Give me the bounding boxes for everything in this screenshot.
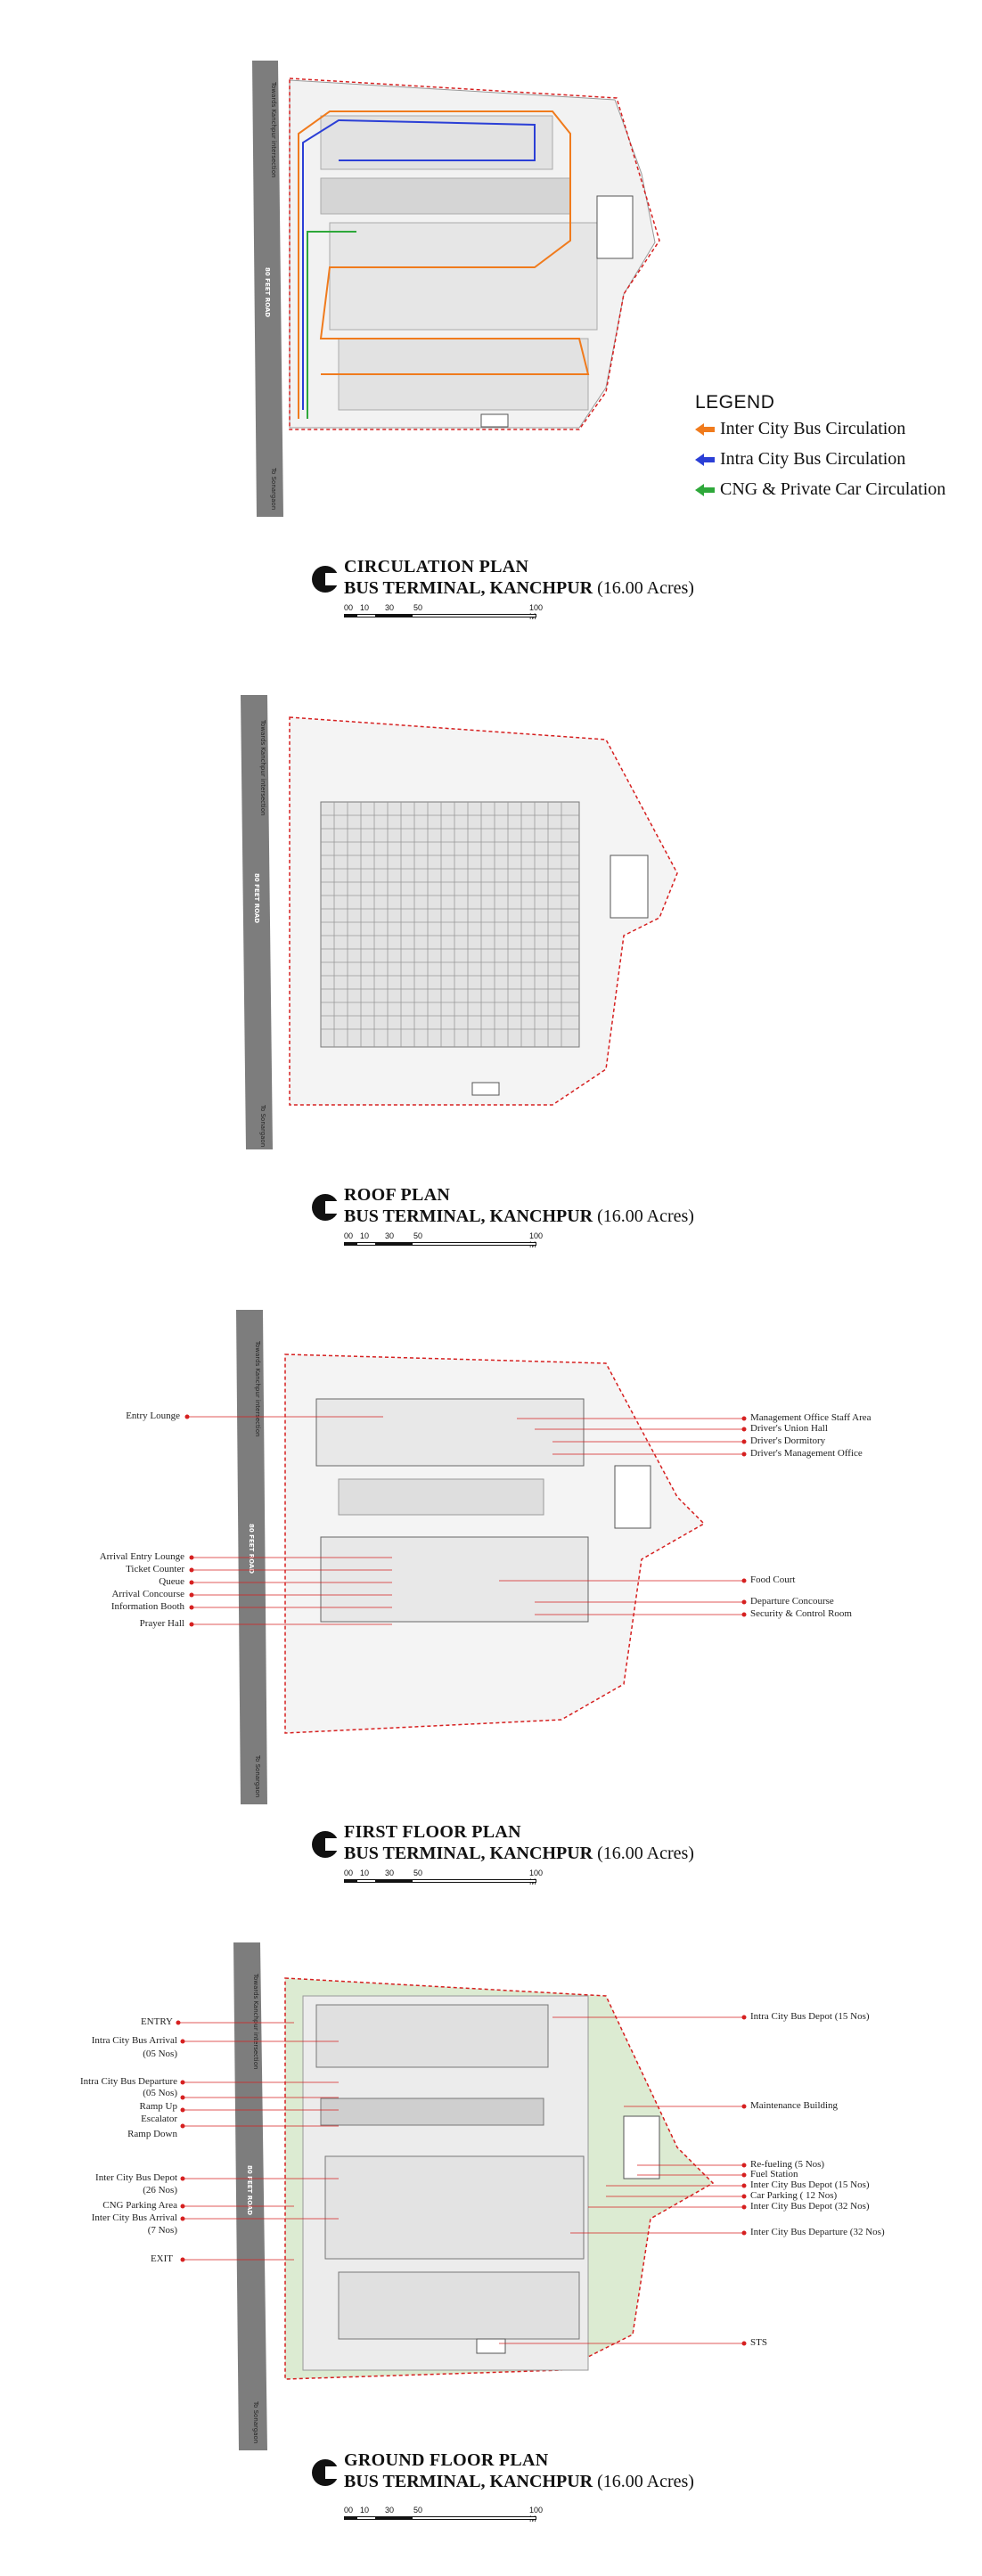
callout-fuel-station: Fuel Station	[750, 2169, 798, 2179]
first-floor-plan-sheet	[0, 1265, 982, 1907]
callout-inter-city-bus-arrival: Inter City Bus Arrival	[91, 2212, 177, 2223]
scale-bar: 00 10 30 50 100	[344, 1869, 540, 1890]
roof-plan-sheet	[0, 642, 982, 1265]
callout-maintenance-building: Maintenance Building	[750, 2100, 839, 2111]
road-north-note: Towards Kanchpur intersection	[270, 82, 277, 178]
callout-ramp-up: Ramp Up	[139, 2101, 177, 2112]
callout-entry: ENTRY	[140, 2016, 173, 2027]
callout-inter-city-bus-depot-32: Inter City Bus Depot (32 Nos)	[750, 2201, 870, 2212]
callout-arrival-concourse: Arrival Concourse	[111, 1589, 184, 1599]
road-south-note: To Sonargaon	[252, 2401, 259, 2444]
callout-intra-city-bus-departure-count: (05 Nos)	[143, 2088, 177, 2098]
callout-ticket-counter: Ticket Counter	[126, 1564, 184, 1574]
circulation-plan-sheet	[0, 0, 982, 642]
road-label: 80 FEET ROAD	[253, 873, 260, 924]
road-north-note: Towards Kanchpur intersection	[252, 1974, 259, 2070]
callout-management-office-staff: Management Office Staff Area	[750, 1412, 872, 1423]
plan-title: ROOF PLAN	[344, 1185, 451, 1205]
section-marker-icon	[312, 1831, 339, 1858]
callout-drivers-management-office: Driver's Management Office	[750, 1448, 863, 1459]
callout-intra-city-bus-arrival: Intra City Bus Arrival	[91, 2035, 177, 2046]
callout-departure-concourse: Departure Concourse	[750, 1596, 834, 1607]
plan-title: CIRCULATION PLAN	[344, 557, 529, 577]
callout-escalator: Escalator	[141, 2114, 177, 2124]
callout-intra-city-bus-depot: Intra City Bus Depot (15 Nos)	[750, 2011, 870, 2022]
callout-inter-city-bus-departure: Inter City Bus Departure (32 Nos)	[750, 2227, 885, 2237]
arrow-left-icon	[695, 484, 715, 496]
callout-inter-city-bus-depot-count: (26 Nos)	[143, 2185, 177, 2196]
legend-label: Intra City Bus Circulation	[720, 449, 906, 469]
callout-sts: STS	[750, 2337, 767, 2348]
circulation-plan-drawing	[0, 0, 982, 642]
road-north-note: Towards Kanchpur intersection	[254, 1341, 261, 1437]
road-label: 80 FEET ROAD	[248, 1524, 255, 1574]
plan-subtitle: BUS TERMINAL, KANCHPUR (16.00 Acres)	[344, 2472, 694, 2491]
callout-re-fueling: Re-fueling (5 Nos)	[750, 2159, 825, 2170]
ground-floor-plan-sheet	[0, 1907, 982, 2576]
callout-drivers-dormitory: Driver's Dormitory	[750, 1435, 826, 1446]
callout-intra-city-bus-arrival-count: (05 Nos)	[143, 2049, 177, 2059]
callout-inter-city-bus-depot-15: Inter City Bus Depot (15 Nos)	[750, 2179, 870, 2190]
roof-plan-drawing	[0, 642, 982, 1265]
callout-exit: EXIT	[150, 2253, 173, 2264]
callout-drivers-union-hall: Driver's Union Hall	[750, 1423, 828, 1434]
callout-intra-city-bus-departure: Intra City Bus Departure	[79, 2076, 177, 2087]
plan-subtitle: BUS TERMINAL, KANCHPUR (16.00 Acres)	[344, 578, 694, 598]
plan-title: FIRST FLOOR PLAN	[344, 1822, 521, 1842]
legend	[695, 392, 980, 504]
first-floor-drawing	[0, 1265, 982, 1907]
callout-entry-lounge: Entry Lounge	[126, 1411, 180, 1421]
road-south-note: To Sonargaon	[259, 1105, 266, 1148]
road-south-note: To Sonargaon	[270, 468, 277, 511]
scale-bar: 00 10 30 50 100	[344, 603, 540, 625]
callout-queue: Queue	[159, 1576, 184, 1587]
road-label: 80 FEET ROAD	[246, 2165, 253, 2216]
plan-subtitle: BUS TERMINAL, KANCHPUR (16.00 Acres)	[344, 1206, 694, 1226]
callout-inter-city-bus-depot: Inter City Bus Depot	[95, 2172, 177, 2183]
legend-label: CNG & Private Car Circulation	[720, 479, 946, 499]
callout-arrival-entry-lounge: Arrival Entry Lounge	[99, 1551, 184, 1562]
legend-item-intra-city	[695, 446, 980, 474]
callout-car-parking: Car Parking ( 12 Nos)	[750, 2190, 838, 2201]
road-north-note: Towards Kanchpur intersection	[259, 720, 266, 816]
legend-label: Inter City Bus Circulation	[720, 419, 906, 438]
legend-item-inter-city	[695, 415, 980, 444]
plan-title: GROUND FLOOR PLAN	[344, 2450, 549, 2470]
arrow-left-icon	[695, 423, 715, 436]
road-south-note: To Sonargaon	[254, 1755, 261, 1798]
plan-subtitle: BUS TERMINAL, KANCHPUR (16.00 Acres)	[344, 1844, 694, 1863]
callout-ramp-down: Ramp Down	[127, 2129, 177, 2139]
callout-food-court: Food Court	[750, 1574, 796, 1585]
callout-inter-city-bus-arrival-count: (7 Nos)	[147, 2225, 177, 2236]
scale-bar: 00 10 30 50 100	[344, 2506, 540, 2527]
section-marker-icon	[312, 1194, 339, 1221]
roof-grid	[321, 802, 579, 1047]
road-label: 80 FEET ROAD	[264, 267, 271, 318]
arrow-left-icon	[695, 454, 715, 466]
legend-title: LEGEND	[695, 392, 775, 413]
callout-cng-parking-area: CNG Parking Area	[102, 2200, 177, 2211]
section-marker-icon	[312, 2459, 339, 2486]
callout-information-booth: Information Booth	[110, 1601, 184, 1612]
scale-bar: 00 10 30 50 100	[344, 1231, 540, 1253]
callout-security-control-room: Security & Control Room	[750, 1608, 852, 1619]
callout-prayer-hall: Prayer Hall	[139, 1618, 184, 1629]
legend-item-cng	[695, 476, 980, 504]
section-marker-icon	[312, 566, 339, 593]
